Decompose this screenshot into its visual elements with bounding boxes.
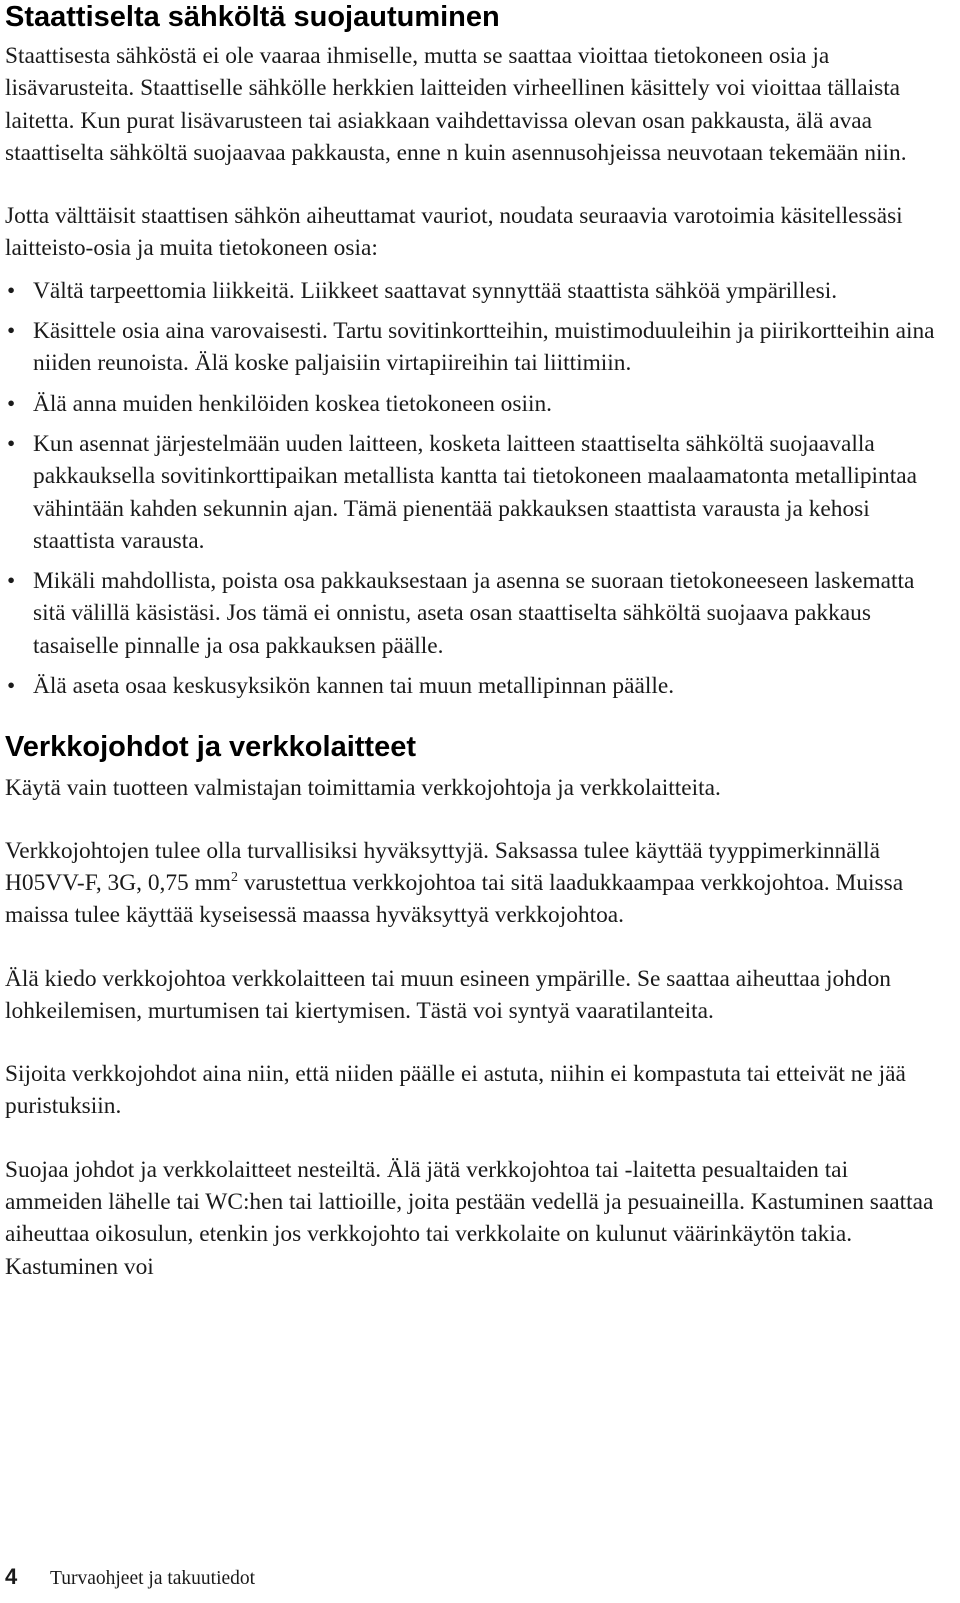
power-cords-paragraph-1: Käytä vain tuotteen valmistajan toimittamia verkkojohtoja ja verkkolaitteita. [5, 775, 721, 802]
list-item-text: Kun asennat järjestelmään uuden laitteen, kosketa laitteen staattiselta sähköltä suojaavalla pakkauksella sovitinkorttipaikan metallista kantta tai tietokoneen maalaamatonta metallipintaa vähintään kahden sekunnin ajan. Tämä pienentää pakkauksen staattista varausta ja kehosi staattista varausta. [33, 430, 918, 554]
document-page [5, 0, 940, 1283]
superscript: 2 [231, 869, 238, 885]
power-cords-paragraph-4: Sijoita verkkojohdot aina niin, että niiden päälle ei astuta, niihin ei kompastuta tai etteivät ne jää puristuksiin. [5, 1061, 906, 1120]
power-cords-paragraph-2 [5, 835, 940, 932]
power-cords-paragraph-2-text: Verkkojohtojen tulee olla turvallisiksi hyväksyttyjä. Saksassa tulee käyttää tyyppimerkinnällä H05VV-F, 3G, 0,75 mm [5, 837, 881, 896]
list-item-text: Vältä tarpeettomia liikkeitä. Liikkeet saattavat synnyttää staattista sähköä ympärillesi. [33, 277, 838, 304]
page-footer [5, 1564, 255, 1590]
bullet-icon: • [7, 673, 16, 700]
list-item [5, 428, 940, 557]
power-cords-paragraph-5: Suojaa johdot ja verkkolaitteet nesteiltä. Älä jätä verkkojohtoa tai -laitetta pesualtaiden tai ammeiden lähelle tai WC:hen tai lattioille, joita pestään vedellä ja pesuaineilla. Kastuminen saattaa aiheuttaa oikosulun, etenkin jos verkkojohto tai verkkolaite on kulunut väärinkäytön takia. Kastuminen voi [5, 1156, 934, 1280]
power-cords-paragraph-3: Älä kiedo verkkojohtoa verkkolaitteen tai muun esineen ympärille. Se saattaa aiheuttaa johdon lohkeilemisen, murtumisen tai kiertymisen. Tästä voi syntyä vaaratilanteita. [5, 965, 891, 1024]
bullet-icon: • [7, 277, 16, 304]
section-heading-power-cords: Verkkojohdot ja verkkolaitteet [5, 731, 416, 764]
bullet-icon: • [7, 318, 16, 345]
list-item [5, 670, 940, 702]
list-item-text: Älä aseta osaa keskusyksikön kannen tai muun metallipinnan päälle. [33, 673, 675, 700]
section-heading-static: Staattiselta sähköltä suojautuminen [5, 1, 500, 33]
list-item-text: Älä anna muiden henkilöiden koskea tietokoneen osiin. [33, 390, 553, 417]
list-item [5, 275, 940, 307]
list-item-text: Mikäli mahdollista, poista osa pakkauksestaan ja asenna se suoraan tietokoneeseen laskematta sitä välillä käsistäsi. Jos tämä ei onnistu, aseta osan staattiselta sähköltä suojaava pakkaus tasaiselle pinnalle ja osa pakkauksen päälle. [33, 568, 915, 659]
list-item [5, 315, 940, 380]
footer-title: Turvaohjeet ja takuutiedot [50, 1568, 256, 1589]
bullet-icon: • [7, 430, 16, 457]
bullet-icon: • [7, 568, 16, 595]
static-precautions-paragraph: Jotta välttäisit staattisen sähkön aiheuttamat vauriot, noudata seuraavia varotoimia käsitellessäsi laitteisto-osia ja muita tietokoneen osia: [5, 203, 903, 262]
list-item-text: Käsittele osia aina varovaisesti. Tartu sovitinkortteihin, muistimoduuleihin ja piirikortteihin aina niiden reunoista. Älä koske paljaisiin virtapiireihin tai liittimiin. [33, 318, 935, 377]
precautions-list [5, 275, 940, 703]
power-cords-paragraph-2-text-rest: varustettua verkkojohtoa tai sitä laadukkaampaa verkkojohtoa. Muissa maissa tulee käyttää kyseisessä maassa hyväksyttyä verkkojohtoa. [5, 869, 904, 929]
page-number: 4 [5, 1564, 18, 1589]
static-intro-paragraph: Staattisesta sähköstä ei ole vaaraa ihmiselle, mutta se saattaa vioittaa tietokoneen osia ja lisävarusteita. Staattiselle sähkölle herkkien laitteiden virheellinen käsittely voi vioittaa tällaista laitetta. Kun purat lisävarusteen tai asiakkaan vaihdettavissa olevan osan pakkausta, älä avaa staattiselta sähköltä suojaavaa pakkausta, enne n kuin asennusohjeissa neuvotaan tekemään niin. [5, 43, 907, 166]
list-item [5, 565, 940, 662]
bullet-icon: • [7, 390, 16, 417]
list-item [5, 388, 940, 420]
